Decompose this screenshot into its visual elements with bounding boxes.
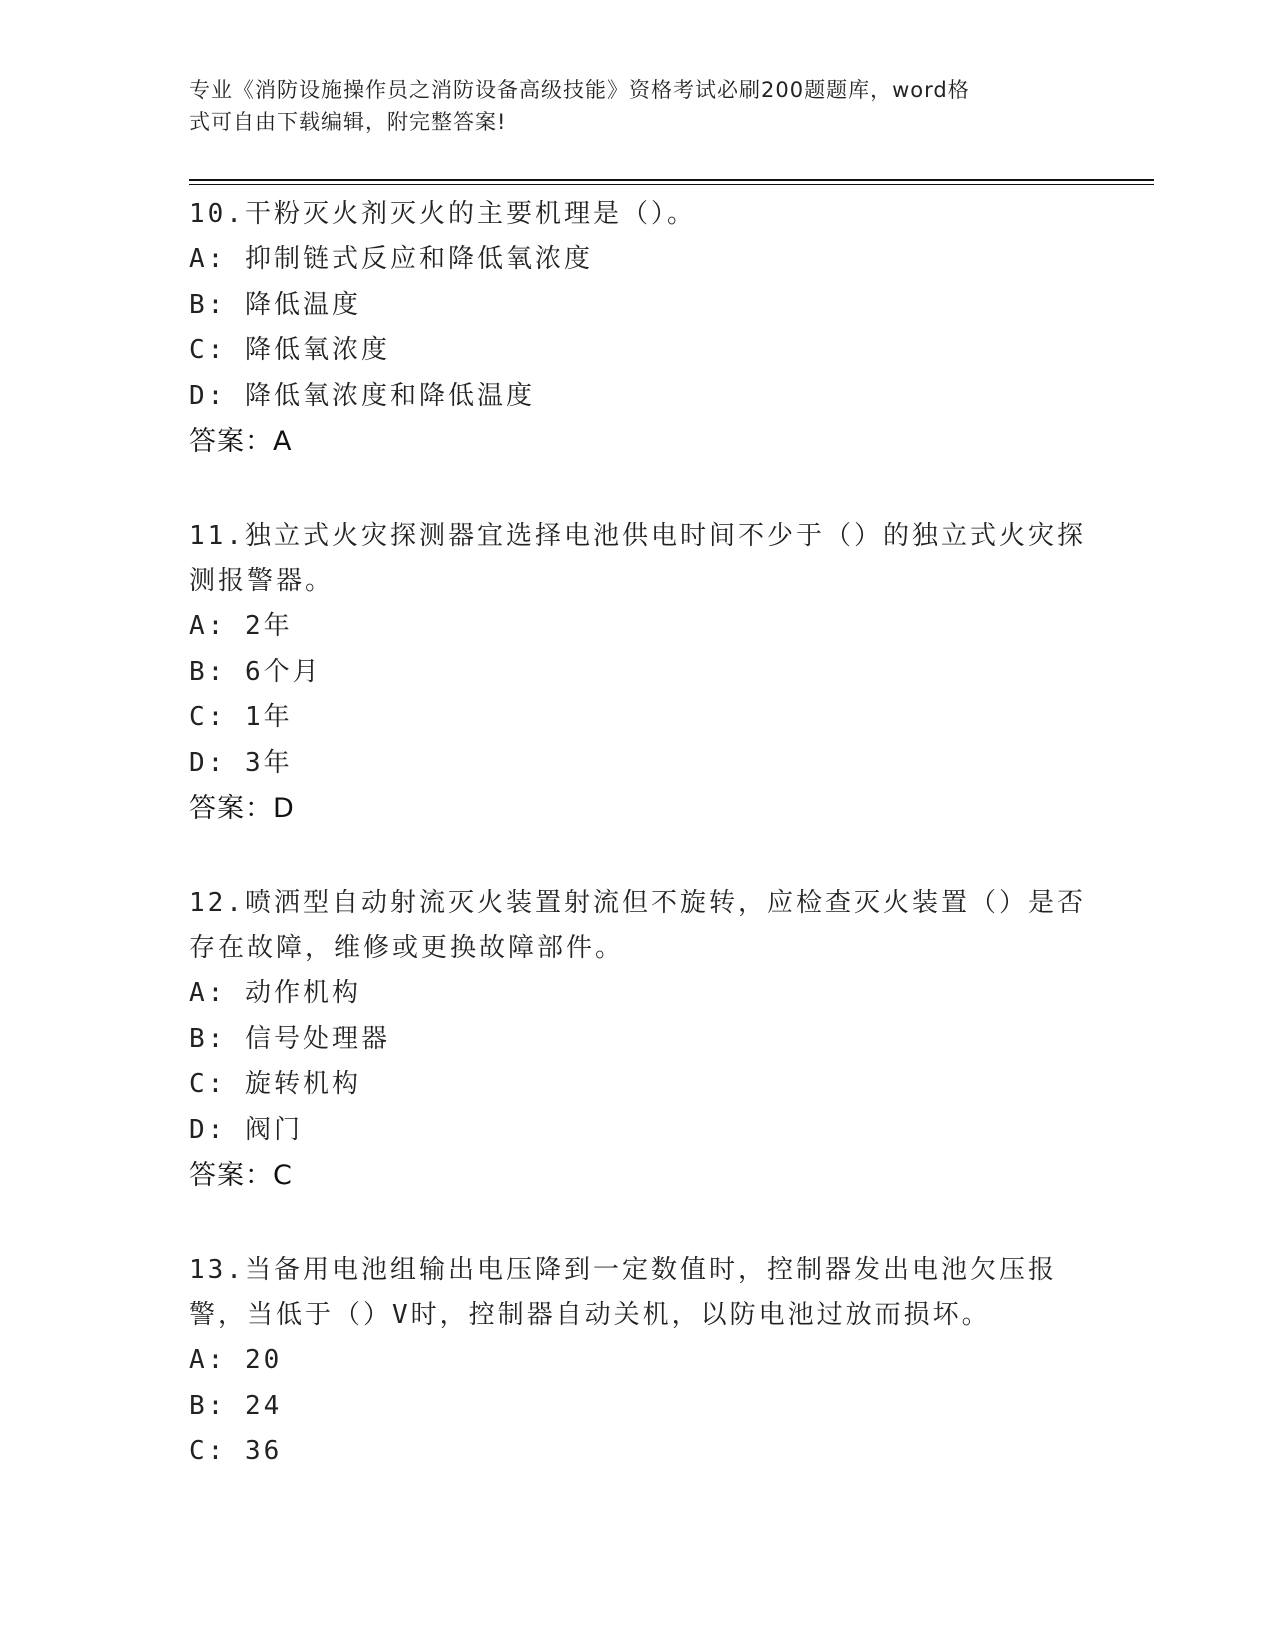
option-text: 降低氧浓度 [244, 335, 390, 365]
option-separator: : [207, 747, 245, 778]
option-separator: : [207, 656, 245, 687]
option-text: 6个月 [244, 656, 322, 687]
header-line-1: 专业《消防设施操作员之消防设备高级技能》资格考试必刷200题题库，word格 [189, 78, 970, 102]
option-d [189, 374, 1089, 420]
option-letter: D [189, 747, 208, 778]
option-letter: A [189, 978, 208, 1008]
option-separator: : [207, 978, 245, 1008]
option-b [189, 1017, 1089, 1063]
option-text: 3年 [244, 747, 293, 778]
option-letter: C [189, 1436, 208, 1466]
option-text: 24 [244, 1390, 283, 1421]
option-letter: B [189, 656, 208, 687]
answer-line: 答案：C [189, 1160, 293, 1191]
option-separator: : [207, 244, 245, 274]
option-text: 降低氧浓度和降低温度 [244, 380, 535, 411]
option-text: 1年 [244, 702, 293, 732]
option-d [189, 1108, 1089, 1154]
option-letter: C [189, 702, 208, 732]
option-text: 旋转机构 [244, 1069, 361, 1099]
option-a [189, 1338, 1089, 1384]
option-a [189, 237, 1089, 283]
question-stem: 13.当备用电池组输出电压降到一定数值时，控制器发出电池欠压报警，当低于（）V时，控制器自动关机，以防电池过放而损坏。 [189, 1255, 1057, 1330]
option-b [189, 1384, 1089, 1430]
option-text: 降低温度 [244, 289, 361, 320]
option-c [189, 328, 1089, 374]
option-letter: A [189, 1345, 208, 1375]
option-separator: : [207, 1436, 245, 1466]
option-text: 2年 [244, 611, 293, 641]
option-c [189, 1062, 1089, 1108]
option-letter: C [189, 335, 208, 365]
option-letter: B [189, 289, 208, 320]
question-12 [189, 881, 1089, 1198]
answer-line: 答案：A [189, 426, 293, 457]
option-letter: C [189, 1069, 208, 1099]
option-separator: : [207, 702, 245, 732]
question-10 [189, 192, 1089, 464]
option-d [189, 741, 1089, 787]
option-text: 动作机构 [244, 978, 361, 1008]
option-b [189, 650, 1089, 696]
option-letter: B [189, 1023, 208, 1054]
option-b [189, 283, 1089, 329]
question-stem: 12.喷洒型自动射流灭火装置射流但不旋转，应检查灭火装置（）是否存在故障，维修或更换故障部件。 [189, 888, 1086, 963]
option-separator: : [207, 1114, 245, 1145]
option-text: 信号处理器 [244, 1023, 390, 1054]
option-separator: : [207, 1069, 245, 1099]
option-a [189, 604, 1089, 650]
option-separator: : [207, 1390, 245, 1421]
option-text: 36 [244, 1436, 283, 1466]
option-letter: A [189, 611, 208, 641]
header-line-2: 式可自由下载编辑，附完整答案! [189, 110, 507, 134]
header-divider-thin [189, 184, 1154, 185]
option-text: 抑制链式反应和降低氧浓度 [244, 244, 593, 274]
option-separator: : [207, 1023, 245, 1054]
option-c [189, 695, 1089, 741]
option-separator: : [207, 611, 245, 641]
option-letter: B [189, 1390, 208, 1421]
option-separator: : [207, 289, 245, 320]
question-11 [189, 514, 1089, 831]
document-header [189, 74, 1069, 138]
option-text: 阀门 [244, 1114, 303, 1145]
question-list [189, 192, 1089, 1525]
option-letter: D [189, 380, 208, 411]
option-separator: : [207, 335, 245, 365]
option-separator: : [207, 380, 245, 411]
option-separator: : [207, 1345, 245, 1375]
option-c [189, 1429, 1089, 1475]
option-letter: D [189, 1114, 208, 1145]
option-letter: A [189, 244, 208, 274]
header-divider-thick [189, 179, 1154, 181]
answer-line: 答案：D [189, 793, 295, 824]
question-stem: 10.干粉灭火剂灭火的主要机理是（）。 [189, 199, 696, 229]
question-stem: 11.独立式火灾探测器宜选择电池供电时间不少于（）的独立式火灾探测报警器。 [189, 521, 1086, 596]
option-a [189, 971, 1089, 1017]
option-text: 20 [244, 1345, 283, 1375]
question-13 [189, 1248, 1089, 1475]
